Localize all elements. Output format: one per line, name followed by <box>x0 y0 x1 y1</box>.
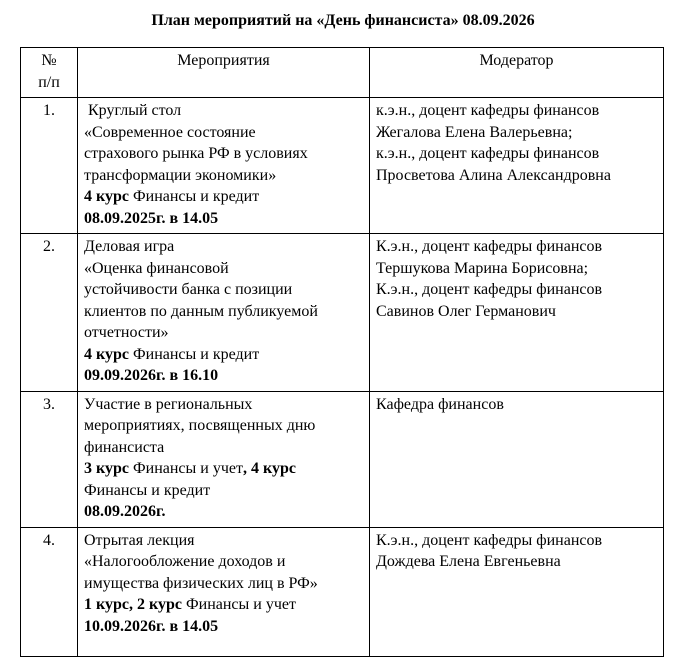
course-line <box>84 186 363 208</box>
event-line: трансформации экономики» <box>84 166 277 184</box>
event-date: 09.09.2026г. в 16.10 <box>84 367 219 384</box>
header-moderator: Модератор <box>370 48 664 98</box>
event-cell <box>78 98 370 234</box>
event-line: страхового рынка РФ в условиях <box>84 145 308 162</box>
table-row <box>21 391 664 527</box>
moderator-line: Просветова Алина Александровна <box>376 166 611 184</box>
moderator-line: к.э.н., доцент кафедры финансов <box>376 145 600 162</box>
header-number <box>21 48 78 98</box>
event-line: мероприятиях, посвященных дню <box>84 417 316 434</box>
table-row <box>21 527 664 656</box>
row-number: 4. <box>21 527 78 656</box>
course-program: Финансы и учет <box>129 460 243 477</box>
page-title: План мероприятий на «День финансиста» 08.09.2026 <box>151 12 535 29</box>
header-number-line-2: п/п <box>38 73 60 91</box>
course-label: , 4 курс <box>242 460 296 477</box>
event-cell <box>78 234 370 392</box>
course-label: 1 курс, 2 курс <box>84 596 182 613</box>
event-line: Деловая игра <box>84 238 175 255</box>
event-line: отчетности» <box>84 324 169 341</box>
course-line <box>84 344 363 366</box>
event-cell <box>78 391 370 527</box>
course-program: Финансы и кредит <box>129 188 260 205</box>
row-number: 3. <box>21 391 78 527</box>
moderator-line: Кафедра финансов <box>376 395 504 413</box>
event-date: 10.09.2026г. в 14.05 <box>84 617 219 635</box>
moderator-line: К.э.н., доцент кафедры финансов <box>376 531 603 549</box>
course-label: 3 курс <box>84 460 129 477</box>
course-line <box>84 594 363 616</box>
row-number: 1. <box>21 98 78 234</box>
event-date: 08.09.2026г. <box>84 503 166 520</box>
course-program: Финансы и кредит <box>129 345 260 363</box>
event-line: «Современное состояние <box>84 123 256 141</box>
moderator-cell <box>370 391 664 527</box>
event-date: 08.09.2025г. в 14.05 <box>84 209 219 227</box>
event-line: Участие в региональных <box>84 395 253 413</box>
event-line: «Налогообложение доходов и <box>84 553 286 570</box>
moderator-cell <box>370 234 664 392</box>
event-line: Круглый стол <box>84 102 182 119</box>
event-line: устойчивости банка с позиции <box>84 281 293 298</box>
table-header-row <box>21 48 664 98</box>
row-number: 2. <box>21 234 78 392</box>
course-program: Финансы и учет <box>181 596 296 613</box>
header-number-line-1: № <box>41 52 57 69</box>
event-line: имущества физических лиц в РФ» <box>84 574 318 592</box>
moderator-line: к.э.н., доцент кафедры финансов <box>376 102 600 119</box>
moderator-line: Жегалова Елена Валерьевна; <box>376 123 573 141</box>
event-cell <box>78 527 370 656</box>
moderator-cell <box>370 98 664 234</box>
events-table <box>20 47 664 657</box>
header-events: Мероприятия <box>78 48 370 98</box>
moderator-line: Тершукова Марина Борисовна; <box>376 259 589 277</box>
moderator-line: Дождева Елена Евгеньевна <box>376 553 561 570</box>
moderator-line: Савинов Олег Германович <box>376 302 556 320</box>
moderator-cell <box>370 527 664 656</box>
course-label: 4 курс <box>84 345 129 363</box>
event-line: «Оценка финансовой <box>84 259 229 277</box>
course-line <box>84 458 363 480</box>
moderator-line: К.э.н., доцент кафедры финансов <box>376 281 603 298</box>
table-row <box>21 234 664 392</box>
moderator-line: К.э.н., доцент кафедры финансов <box>376 238 603 255</box>
table-row <box>21 98 664 234</box>
event-line: клиентов по данным публикуемой <box>84 302 318 320</box>
course-program: Финансы и кредит <box>84 481 211 499</box>
event-line: Отрытая лекция <box>84 531 195 549</box>
event-line: финансиста <box>84 438 165 456</box>
course-label: 4 курс <box>84 188 129 205</box>
